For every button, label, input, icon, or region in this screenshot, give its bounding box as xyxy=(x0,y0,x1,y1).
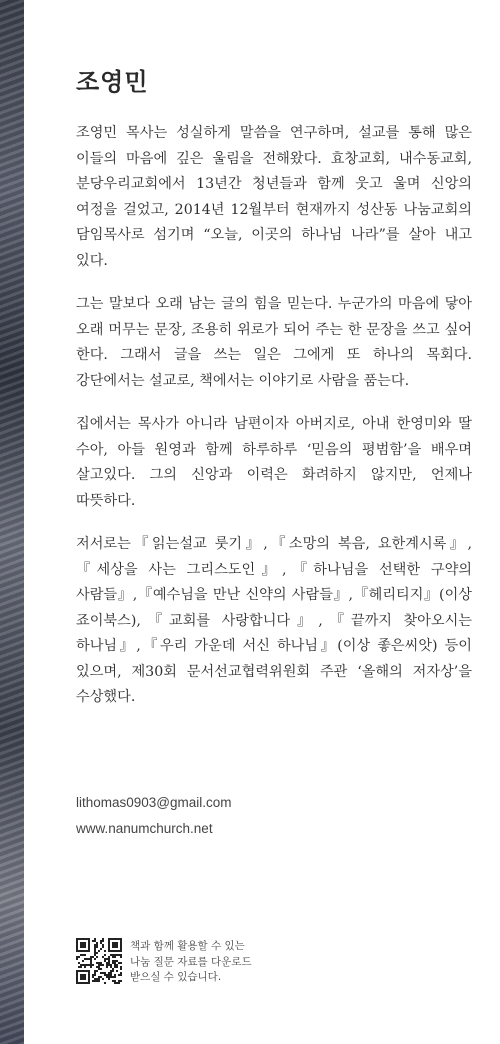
bio-paragraph: 저서로는『읽는설교 룻기』,『소망의 복음, 요한계시록』,『세상을 사는 그리스도인』,『하나님을 선택한 구약의 사람들』,『예수님을 만난 신약의 사람들』,『헤리티지』(이상 죠이북스),『교회를 사랑합니다』,『끝까지 찾아오시는 하나님』,『우리 가운데 서신 하나님』(이상 좋은씨앗) 등이 있으며, 제30회 문서선교협력위원회 주관 ‘올해의 저자상’을 수상했다. xyxy=(76,536,472,705)
author-name: 조영민 xyxy=(76,68,149,96)
email-address[interactable]: lithomas0903@gmail.com xyxy=(76,795,232,810)
qr-code-icon[interactable] xyxy=(76,938,122,984)
qr-caption xyxy=(130,939,252,986)
qr-download-block xyxy=(76,938,252,986)
bio-paragraph: 조영민 목사는 성실하게 말씀을 연구하며, 설교를 통해 많은 이들의 마음에 깊은 울림을 전해왔다. 효창교회, 내수동교회, 분당우리교회에서 13년간 청년들과 함께 웃고 울며 신앙의 여정을 걸었고, 2014년 12월부터 현재까지 성산동 나눔교회의 담임목사로 섬기며 “오늘, 이곳의 하나님 나라”를 살아 내고 있다. xyxy=(76,125,472,269)
website-link[interactable]: www.nanumchurch.net xyxy=(76,821,213,836)
contact-info xyxy=(76,790,232,842)
bio-paragraph: 집에서는 목사가 아니라 남편이자 아버지로, 아내 한영미와 딸 수아, 아들 원영과 함께 하루하루 ‘믿음의 평범함’을 배우며 살고있다. 그의 신앙과 이력은 화려하지 않지만, 언제나 따뜻하다. xyxy=(76,416,472,509)
bio-section xyxy=(76,121,472,729)
qr-caption-line: 책과 함께 활용할 수 있는 xyxy=(130,940,245,952)
bio-paragraph: 그는 말보다 오래 남는 글의 힘을 믿는다. 누군가의 마음에 닿아 오래 머무는 문장, 조용히 위로가 되어 주는 한 문장을 쓰고 싶어 한다. 그래서 글을 쓰는 일은 그에게 또 하나의 목회다. 강단에서는 설교로, 책에서는 이야기로 사람을 품는다. xyxy=(76,296,472,389)
qr-caption-line: 나눔 질문 자료를 다운로드 xyxy=(130,955,252,968)
cover-edge-strip xyxy=(0,0,24,1044)
qr-caption-line: 받으실 수 있습니다. xyxy=(130,971,222,983)
